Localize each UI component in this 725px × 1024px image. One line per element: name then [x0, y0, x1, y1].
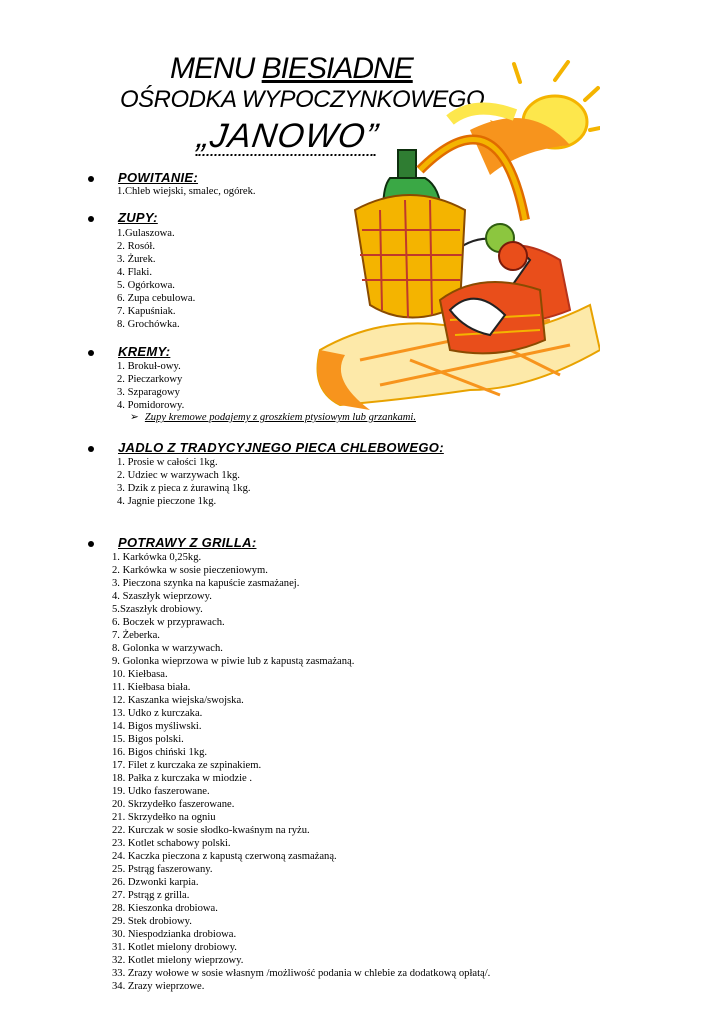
list-grill [112, 551, 490, 993]
list-item: 1. Prosie w całości 1kg. [117, 457, 218, 468]
section-title: POTRAWY Z GRILLA: [118, 535, 257, 550]
list-item: 27. Pstrąg z grilla. [112, 890, 190, 901]
list-item: 18. Pałka z kurczaka w miodzie . [112, 773, 253, 784]
list-item: 5. Ogórkowa. [117, 280, 175, 291]
list-item: 32. Kotlet mielony wieprzowy. [112, 955, 244, 966]
list-item: 3. Szparagowy [117, 387, 180, 398]
resort-name: „JANOWO” [195, 117, 381, 155]
list-item: 9. Golonka wieprzowa w piwie lub z kapustą zasmażaną. [112, 656, 355, 667]
list-item: 1. Brokuł-owy. [117, 361, 181, 372]
list-item: 28. Kieszonka drobiowa. [112, 903, 218, 914]
list-item: 34. Zrazy wieprzowe. [112, 981, 205, 992]
list-item: 33. Zrazy wołowe w sosie własnym /możliwość podania w chlebie za dodatkową opłatą/. [112, 968, 491, 979]
list-powitanie [117, 185, 256, 198]
list-item: 7. Żeberka. [112, 630, 160, 641]
list-item: 4. Jagnie pieczone 1kg. [117, 496, 217, 507]
list-item: 1.Chleb wiejski, smalec, ogórek. [117, 186, 256, 197]
list-item: 1.Gulaszowa. [117, 228, 175, 239]
list-item: 20. Skrzydełko faszerowane. [112, 799, 235, 810]
list-item: 15. Bigos polski. [112, 734, 184, 745]
section-heading-jadlo [88, 440, 444, 455]
list-item: 14. Bigos myśliwski. [112, 721, 202, 732]
list-item: 4. Szaszłyk wieprzowy. [112, 591, 212, 602]
list-jadlo [117, 456, 251, 508]
list-item: 1. Karkówka 0,25kg. [112, 552, 202, 563]
section-heading-kremy [88, 344, 170, 359]
section-heading-zupy [88, 210, 158, 225]
list-item: 31. Kotlet mielony drobiowy. [112, 942, 237, 953]
arrow-bullet-icon: ➢ [130, 412, 139, 423]
list-item: 6. Zupa cebulowa. [117, 293, 196, 304]
list-item: 3. Żurek. [117, 254, 156, 265]
bullet [88, 541, 94, 547]
bullet [88, 176, 94, 182]
section-title: POWITANIE: [118, 170, 199, 185]
bullet [88, 350, 94, 356]
list-item: 3. Pieczona szynka na kapuście zasmażanej. [112, 578, 300, 589]
list-item: 4. Flaki. [117, 267, 153, 278]
list-item: 23. Kotlet schabowy polski. [112, 838, 231, 849]
list-item: 21. Skrzydełko na ogniu [112, 812, 216, 823]
list-item: 2. Udziec w warzywach 1kg. [117, 470, 240, 481]
section-heading-grill [88, 535, 256, 550]
kremy-note [130, 411, 416, 423]
menu-title-underlined: BIESIADNE [261, 52, 413, 85]
list-item: 16. Bigos chiński 1kg. [112, 747, 208, 758]
list-item: 10. Kiełbasa. [112, 669, 168, 680]
list-item: 17. Filet z kurczaka ze szpinakiem. [112, 760, 262, 771]
list-item: 2. Karkówka w sosie pieczeniowym. [112, 565, 268, 576]
list-item: 19. Udko faszerowane. [112, 786, 210, 797]
menu-subtitle: OŚRODKA WYPOCZYNKOWEGO [120, 86, 485, 113]
list-item: 4. Pomidorowy. [117, 400, 185, 411]
list-zupy [117, 227, 195, 331]
note-text: Zupy kremowe podajemy z groszkiem ptysiowym lub grzankami. [144, 412, 416, 423]
list-item: 5.Szaszłyk drobiowy. [112, 604, 203, 615]
section-title: ZUPY: [118, 210, 158, 225]
list-item: 22. Kurczak w sosie słodko-kwaśnym na ryżu. [112, 825, 310, 836]
bullet [88, 446, 94, 452]
list-item: 29. Stek drobiowy. [112, 916, 192, 927]
list-item: 8. Golonka w warzywach. [112, 643, 223, 654]
list-item: 24. Kaczka pieczona z kapustą czerwoną zasmażaną. [112, 851, 337, 862]
section-title: JADLO Z TRADYCYJNEGO PIECA CHLEBOWEGO: [118, 440, 444, 455]
list-item: 2. Pieczarkowy [117, 374, 183, 385]
list-item: 13. Udko z kurczaka. [112, 708, 203, 719]
section-heading-powitanie [88, 170, 198, 185]
list-item: 26. Dzwonki karpia. [112, 877, 199, 888]
picnic-basket-icon [300, 60, 600, 430]
bullet [88, 216, 94, 222]
list-item: 30. Niespodzianka drobiowa. [112, 929, 237, 940]
list-item: 7. Kapuśniak. [117, 306, 176, 317]
list-item: 25. Pstrąg faszerowany. [112, 864, 213, 875]
list-item: 3. Dzik z pieca z żurawiną 1kg. [117, 483, 251, 494]
list-item: 8. Grochówka. [117, 319, 180, 330]
section-title: KREMY: [118, 344, 171, 359]
list-item: 12. Kaszanka wiejska/swojska. [112, 695, 244, 706]
menu-title-word: MENU [170, 52, 262, 85]
list-item: 6. Boczek w przyprawach. [112, 617, 225, 628]
list-item: 2. Rosół. [117, 241, 155, 252]
list-item: 11. Kiełbasa biała. [112, 682, 191, 693]
list-kremy [117, 360, 184, 412]
